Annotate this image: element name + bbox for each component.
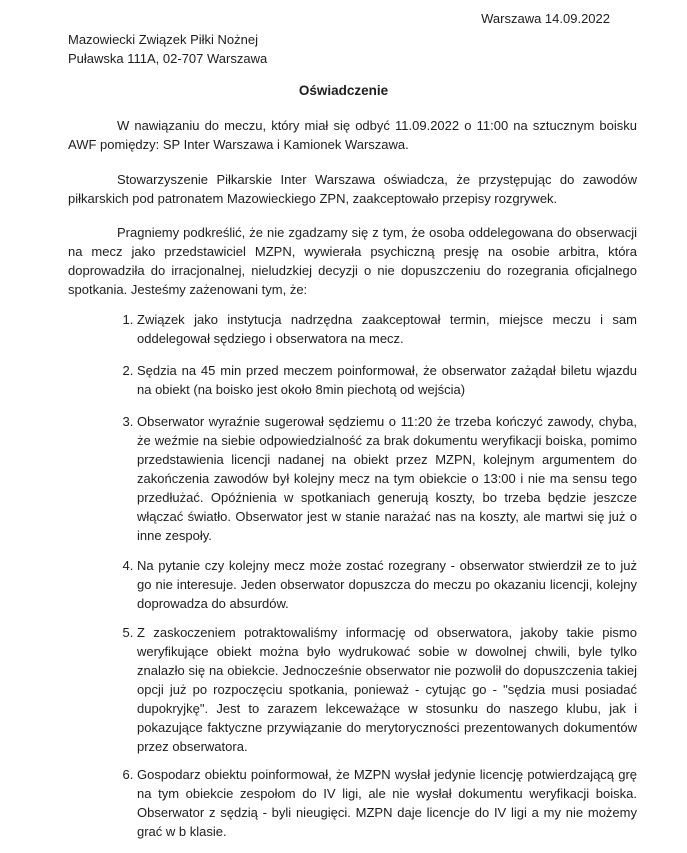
paragraph-complaint: Pragniemy podkreślić, że nie zgadzamy się z tym, że osoba oddelegowana do obserwacji na mecz jako przedstawiciel MZPN, wywierała psychiczną presję na osobie arbitra, która doprowadziła do irracjonalnej, nieludzkiej decyzji o nie dopuszczeniu do rozegrania oficjalnego spotkania. Jesteśmy zażenowani tym, że: [68, 225, 637, 297]
sender-name: Mazowiecki Związek Piłki Nożnej [68, 32, 258, 47]
list-item-2: 2. Sędzia na 45 min przed meczem poinformował, że obserwator zażądał biletu wjazdu na obiekt (na boisko jest około 8min piechotą od wejścia) [137, 361, 637, 399]
numbered-list [68, 310, 637, 841]
list-item-6: 6. Gospodarz obiektu poinformował, że MZPN wysłał jedynie licencję potwierdzającą grę na tym obiekcie zespołom do IV ligi, ale nie wysłał dokumentu weryfikacji boiska. Obserwator z sędzią - byli nieugięci. MZPN daje licencje do IV ligi a my nie możemy grać w b klasie. [137, 765, 637, 841]
list-item-4: 4. Na pytanie czy kolejny mecz może zostać rozegrany - obserwator stwierdził ze to już go nie interesuje. Jeden obserwator dopuszcza do meczu po okazaniu licencji, kolejny doprowadza do absurdów. [137, 556, 637, 613]
document-title: Oświadczenie [298, 83, 389, 98]
sender-address: Puławska 111A, 02-707 Warszawa [68, 51, 268, 66]
list-item-1: 1. Związek jako instytucja nadrzędna zaakceptował termin, miejsce meczu i sam oddelegował sędziego i obserwatora na mecz. [137, 310, 637, 348]
sender-block [68, 30, 637, 68]
list-item-5: 5. Z zaskoczeniem potraktowaliśmy informację od obserwatora, jakoby takie pismo weryfikujące obiekt można było wydrukować sobie w dowolnej chwili, byle tylko znalazło się na obiekcie. Jednocześnie obserwator nie pozwolił do dopuszczenia takiej opcji już po rozpoczęciu spotkania, ponieważ - cytując go - "sędzia musi posiadać dupokryjkę". Jest to zarazem lekceważące w stosunku do naszego klubu, jak i pokazujące faktyczne przywiązanie do merytoryczności prezentowanych dokumentów przez obserwatora. [137, 623, 637, 756]
date-line: Warszawa 14.09.2022 [481, 11, 610, 26]
paragraph-statement: Stowarzyszenie Piłkarskie Inter Warszawa oświadcza, że przystępując do zawodów piłkarskich pod patronatem Mazowieckiego ZPN, zaakceptowało przepisy rozgrywek. [68, 172, 637, 206]
list-item-3: 3. Obserwator wyraźnie sugerował sędziemu o 11:20 że trzeba kończyć zawody, chyba, że weźmie na siebie odpowiedzialność za brak dokumentu weryfikacji boiska, pomimo przedstawienia licencji nadanej na obiekt przez MZPN, kolejnym argumentem do zakończenia zawodów był kolejny mecz na tym obiekcie o 13:00 i nie ma sensu tego przedłużać. Opóźnienia w spotkaniach generują koszty, bo trzeba będzie jeszcze włączać światło. Obserwator jest w stanie narażać nas na koszty, ale martwi się już o inne zespoły. [137, 412, 637, 545]
paragraph-intro: W nawiązaniu do meczu, który miał się odbyć 11.09.2022 o 11:00 na sztucznym boisku AWF pomiędzy: SP Inter Warszawa i Kamionek Warszawa. [68, 118, 637, 152]
